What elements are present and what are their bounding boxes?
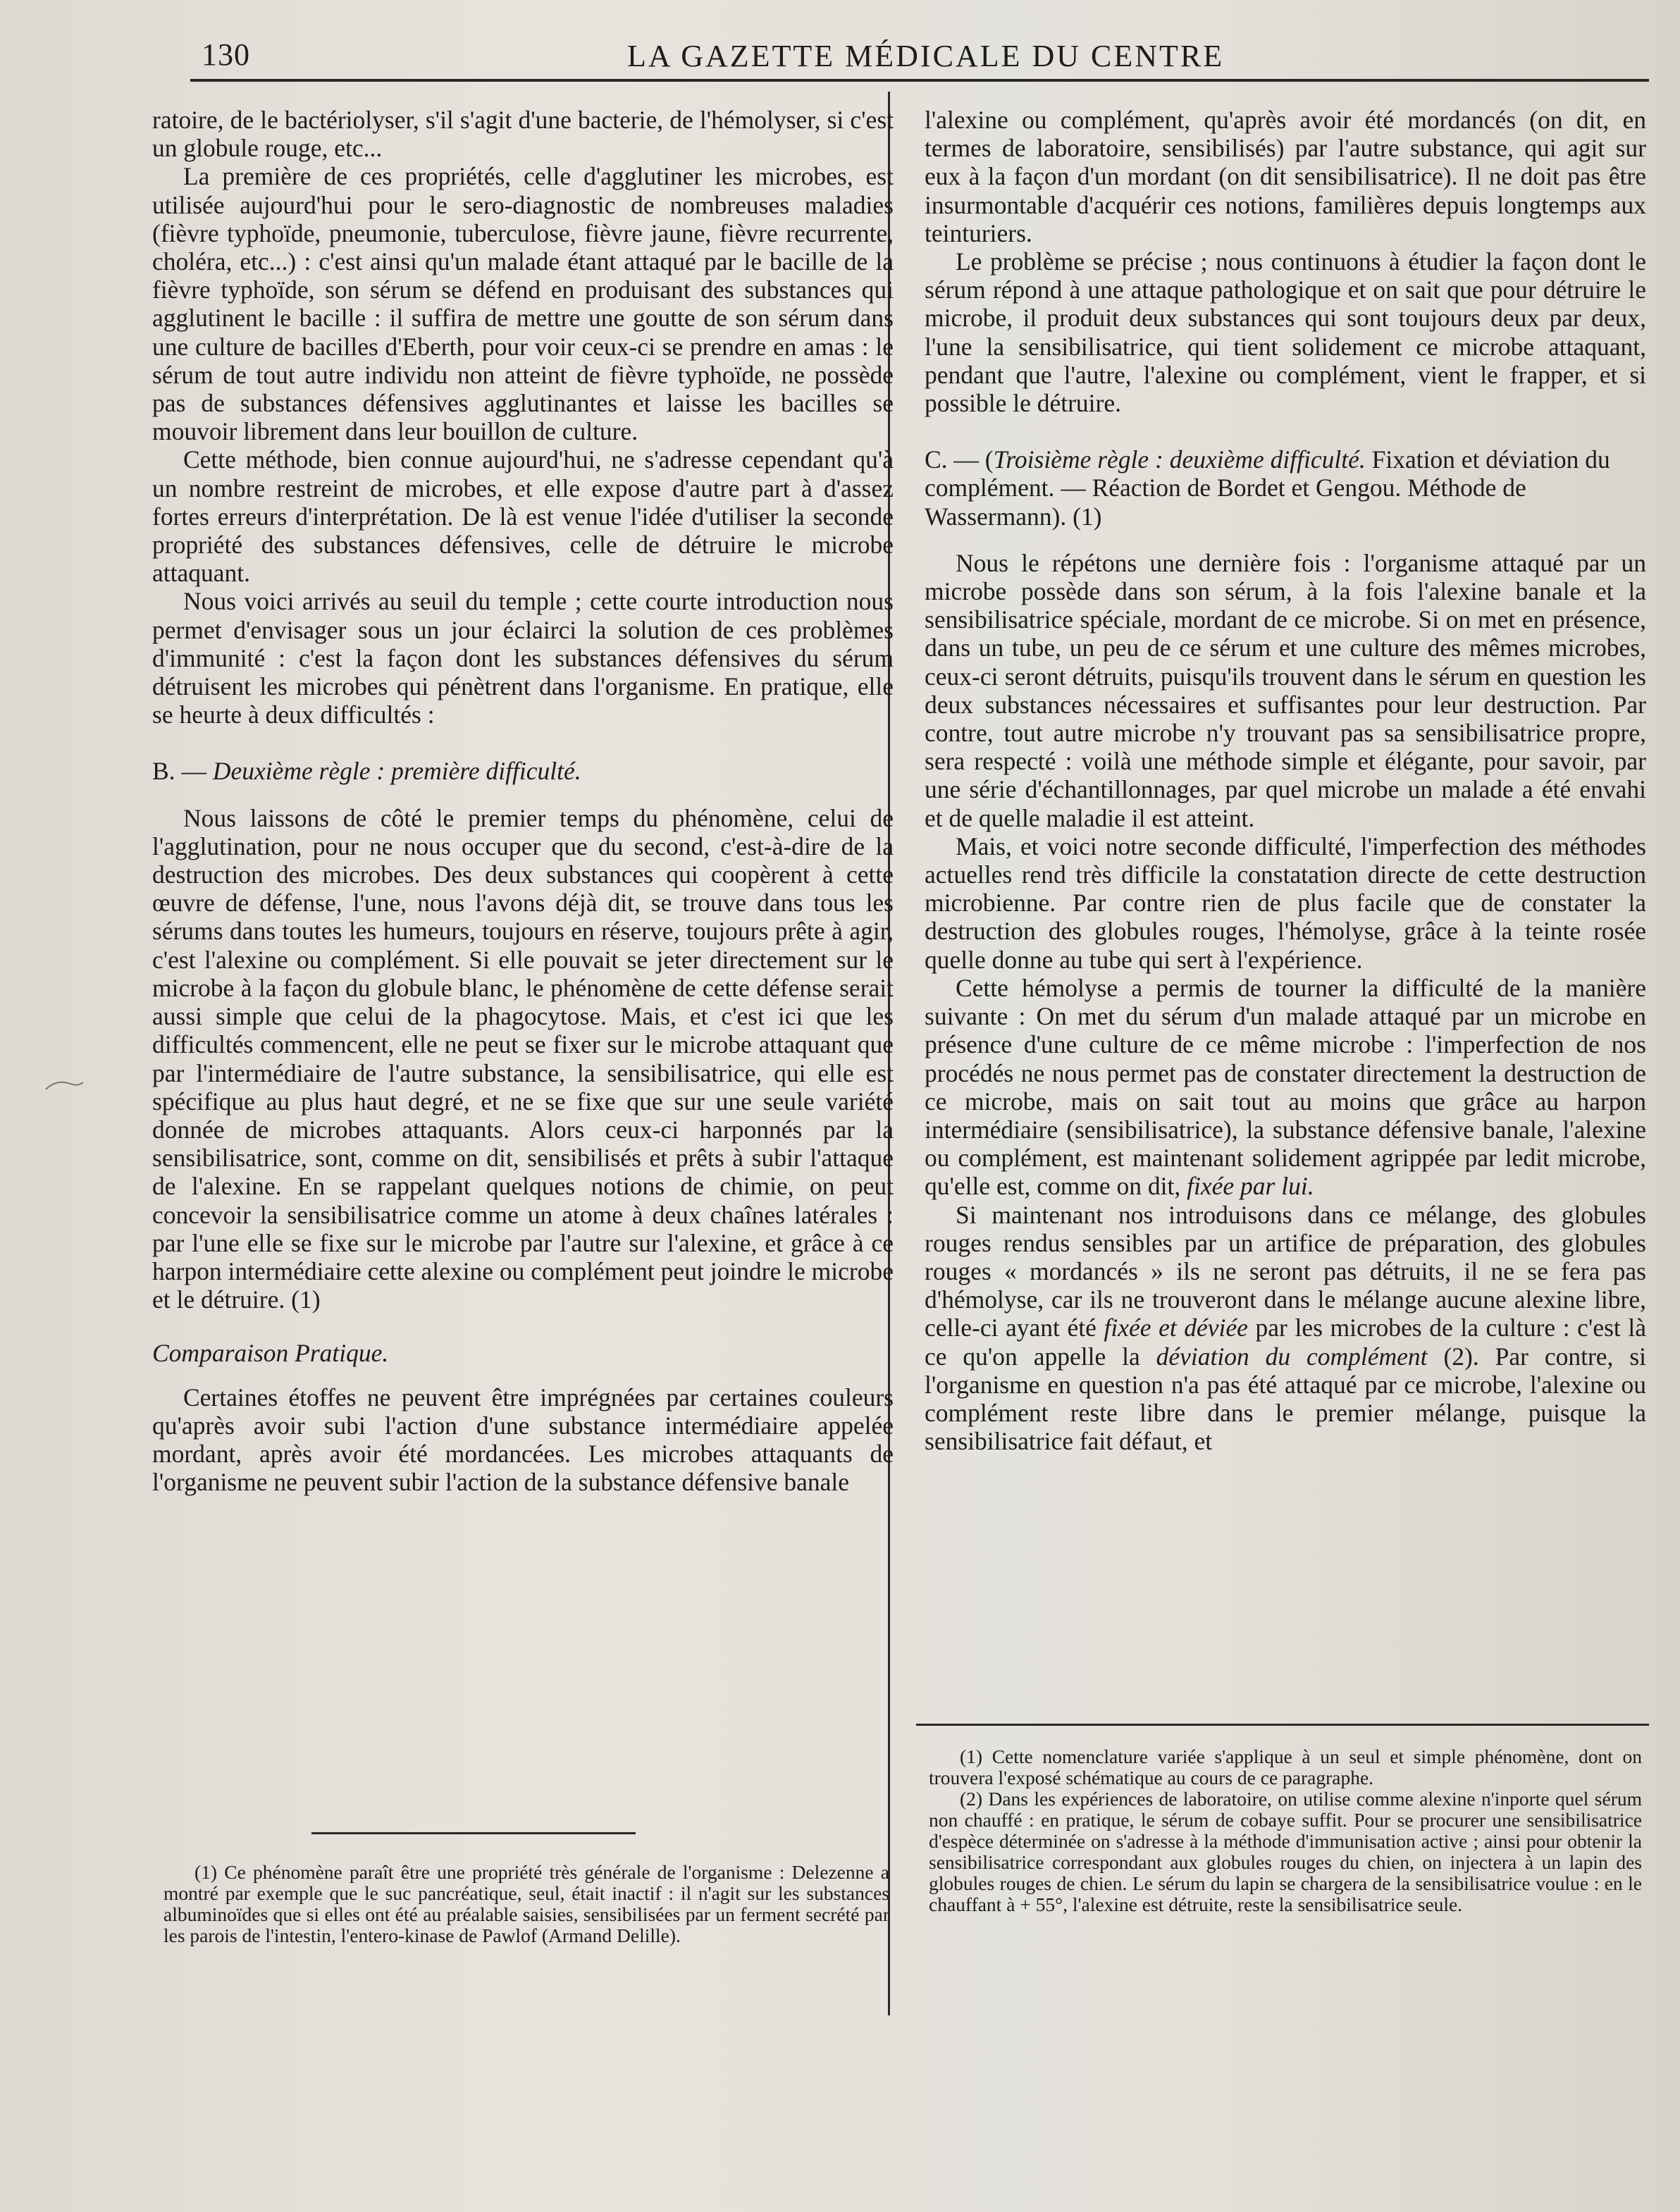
paragraph: Certaines étoffes ne peuvent être imprégnées par certaines couleurs qu'après avoir subi l'action d'une substance intermédiaire appelée mordant, après avoir été mordancées. Les microbes attaquants de l'organisme ne peuvent subir l'action de la substance défensive banale bbox=[152, 1383, 894, 1497]
paragraph: Cette méthode, bien connue aujourd'hui, ne s'adresse cependant qu'à un nombre restreint de microbes, et elle expose d'autre part à d'assez fortes erreurs d'interprétation. De là est venue l'idée d'utiliser la seconde propriété des substances défensives, celle de détruire le microbe attaquant. bbox=[152, 445, 894, 588]
text-run: par les microbes de la culture : c'est là ce qu'on appelle la bbox=[925, 1314, 1646, 1371]
footnote-rule bbox=[916, 1724, 1649, 1726]
paragraph: Nous voici arrivés au seuil du temple ; cette courte introduction nous permet d'envisager sous un jour éclairci la solution de ces problèmes d'immunité : c'est la façon dont les substances défensives du sérum détruisent les microbes qui pénètrent dans l'organisme. En pratique, elle se heurte à deux difficultés : bbox=[152, 587, 894, 729]
section-title: Deuxième règle : première difficulté. bbox=[212, 757, 581, 786]
page-number: 130 bbox=[202, 37, 250, 72]
paragraph: Nous le répétons une dernière fois : l'organisme attaqué par un microbe possède dans son sérum, à la fois l'alexine banale et la sensibilisatrice spéciale, mordant de ce microbe. Si on met en présence, dans un tube, un peu de ce sérum et une culture des mêmes microbes, ceux-ci seront détruits, puisqu'ils trouvent dans le sérum en question les deux substances nécessaires et suffisantes pour leur destruction. Par contre, tout autre microbe n'y trouvant pas sa sensibilisatrice propre, sera respecté : voilà une méthode simple et élégante, pour savoir, par une série d'échantillonnages, par quel microbe un malade a été envahi et de quelle maladie il est atteint. bbox=[925, 548, 1646, 832]
section-heading-b bbox=[152, 757, 894, 785]
section-subtitle: Fixation et déviation du complément. — Réaction de Bordet et Gengou. Méthode de Wassermann). (1) bbox=[925, 445, 1610, 531]
text-run: Cette hémolyse a permis de tourner la difficulté de la manière suivante : On met du sérum d'un malade attaqué par un microbe en présence d'une culture de ce même microbe : l'imperfection de nos procédés ne nous permet pas de constater directement la destruction de ce microbe, mais on sait tout au moins que grâce au harpon intermédiaire (sensibilisatrice), la substance défensive banale, l'alexine ou complément, est maintenant solidement agrippée par ledit microbe, qu'elle est, comme on dit, bbox=[925, 973, 1646, 1201]
paragraph: Mais, et voici notre seconde difficulté, l'imperfection des méthodes actuelles rend très difficile la constatation directe de cette destruction microbienne. Par contre rien de plus facile que de constater la destruction des globules rouges, l'hémolyse, grâce à la teinte rosée quelle donne au tube qui sert à l'expérience. bbox=[925, 832, 1646, 974]
paragraph: l'alexine ou complément, qu'après avoir été mordancés (on dit, en termes de laboratoire, sensibilisés) par l'autre substance, qui agit sur eux à la façon d'un mordant (on dit sensibilisatrice). Il ne doit pas être insurmontable d'acquérir ces notions, familières depuis longtemps aux teinturiers. bbox=[925, 106, 1646, 247]
paragraph bbox=[925, 1201, 1646, 1456]
margin-pencil-mark bbox=[42, 1071, 85, 1092]
emphasis: déviation du complément bbox=[1156, 1342, 1428, 1371]
right-footnotes bbox=[929, 1746, 1642, 1915]
emphasis: fixée par lui. bbox=[1187, 1172, 1314, 1201]
section-heading-c bbox=[925, 445, 1646, 531]
paragraph: La première de ces propriétés, celle d'agglutiner les microbes, est utilisée aujourd'hui pour le sero-diagnostic de nombreuses maladies (fièvre typhoïde, pneumonie, tuberculose, fièvre jaune, fièvre recurrente, choléra, etc...) : c'est ainsi qu'un malade étant attaqué par le bacille de la fièvre typhoïde, son sérum se défend en produisant des substances qui agglutinent le bacille : il suffira de mettre une goutte de son sérum dans une culture de bacilles d'Eberth, pour voir ceux-ci se prendre en amas : le sérum de tout autre individu non atteint de fièvre typhoïde, ne possède pas de substances défensives agglutinantes et laisse les bacilles se mouvoir librement dans leur bouillon de culture. bbox=[152, 162, 894, 446]
emphasis: fixée et déviée bbox=[1104, 1314, 1248, 1342]
section-title: Comparaison Pratique. bbox=[152, 1339, 389, 1368]
left-column bbox=[152, 106, 894, 1496]
right-column bbox=[925, 106, 1646, 1455]
text-run: (2). Par contre, si l'organisme en question n'a pas été attaqué par ce microbe, l'alexine ou complément reste libre dans le premier mélange, puisque la sensibilisatrice fait défaut, et bbox=[925, 1342, 1647, 1456]
page-header bbox=[190, 37, 1649, 82]
section-title: Troisième règle : deuxième difficulté. bbox=[993, 445, 1366, 474]
journal-title: LA GAZETTE MÉDICALE DU CENTRE bbox=[627, 39, 1225, 73]
text-run: Si maintenant nos introduisons dans ce mélange, des globules rouges rendus sensibles par un artifice de préparation, des globules rouges « mordancés » ils ne seront pas détruits, il ne se fera pas d'hémolyse, car ils ne trouveront dans le mélange aucune alexine libre, celle-ci ayant été bbox=[925, 1200, 1646, 1342]
paragraph: Le problème se précise ; nous continuons à étudier la façon dont le sérum répond à une attaque pathologique et on sait que pour détruire le microbe, il produit deux substances qui sont toujours deux par deux, l'une la sensibilisatrice, qui tient solidement ce microbe attaquant, pendant que l'autre, l'alexine ou complément, vient le frapper, et si possible le détruire. bbox=[925, 247, 1646, 418]
paragraph: ratoire, de le bactériolyser, s'il s'agit d'une bacterie, de l'hémolyser, si c'est un globule rouge, etc... bbox=[152, 106, 894, 163]
paragraph bbox=[925, 974, 1646, 1201]
footnote-rule bbox=[311, 1832, 636, 1834]
paragraph: Nous laissons de côté le premier temps du phénomène, celui de l'agglutination, pour ne nous occuper que du second, c'est-à-dire de la destruction des microbes. Des deux substances qui coopèrent à cette œuvre de défense, l'une, nous l'avons déjà dit, se trouve dans tous les sérums dans toutes les humeurs, toujours en réserve, toujours prête à agir, c'est l'alexine ou complément. Si elle pouvait se jeter directement sur le microbe à la façon du globule blanc, le phénomène de cette défense serait aussi simple que celui de la phagocytose. Mais, et c'est ici que les difficultés commencent, elle ne peut se fixer sur le microbe attaquant que par l'intermédiaire de l'autre substance, la sensibilisatrice, qui elle est spécifique au plus haut degré, et ne se fixe que sur une seule variété donnée de microbes attaquants. Alors ceux-ci harponnés par la sensibilisatrice, sont, comme on dit, sensibilisés et prêts à subir l'attaque de l'alexine. En se rappelant quelques notions de chimie, on peut concevoir la sensibilisatrice comme un atome à deux chaînes latérales : par l'une elle se fixe sur le microbe par l'autre sur l'alexine, et grâce à ce harpon intermédiaire cette alexine ou complément peut joindre le microbe et le détruire. (1) bbox=[152, 803, 894, 1314]
section-heading-comparison bbox=[152, 1339, 894, 1367]
left-footnotes bbox=[163, 1862, 889, 1946]
footnote: (1) Cette nomenclature variée s'applique à un seul et simple phénomène, dont on trouvera l'exposé schématique au cours de ce paragraphe. bbox=[929, 1745, 1642, 1788]
footnote: (2) Dans les expériences de laboratoire, on utilise comme alexine n'inporte quel sérum non chauffé : en pratique, le sérum de cobaye suffit. Pour se procurer une sensibilisatrice d'espèce déterminée on s'adresse à la méthode d'immunisation active ; ainsi pour obtenir la sensibilisatrice correspondant aux globules rouges du chien, on injectera à un lapin des globules rouges de chien. Le sérum du lapin se chargera de la sensibilisatrice voulue : en le chauffant à + 55°, l'alexine est détruite, reste la sensibilisatrice seule. bbox=[929, 1788, 1642, 1915]
footnote: (1) Ce phénomène paraît être une propriété très générale de l'organisme : Delezenne a montré par exemple que le suc pancréatique, seul, était inactif : il n'agit sur les substances albuminoïdes que si elles ont été au préalable saisies, sensibilisées par un ferment secrété par les parois de l'intestin, l'entero-kinase de Pawlof (Armand Delille). bbox=[163, 1861, 889, 1946]
section-label: C. — ( bbox=[925, 445, 994, 474]
section-label: B. — bbox=[152, 757, 206, 786]
